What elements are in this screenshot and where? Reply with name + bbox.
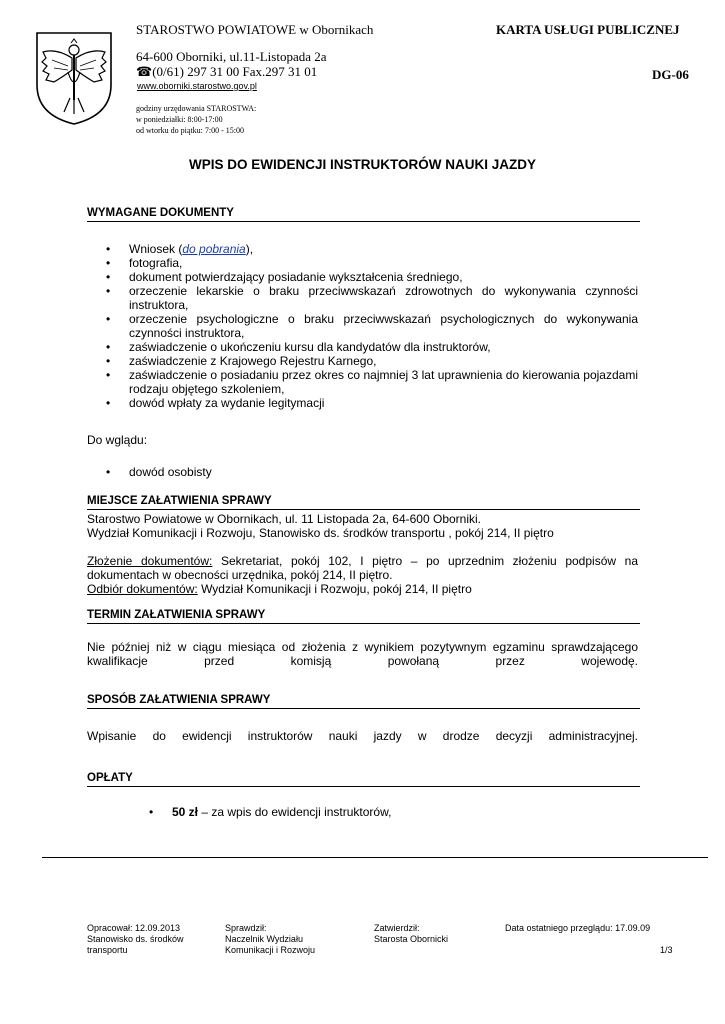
card-title: KARTA USŁUGI PUBLICZNEJ bbox=[496, 22, 680, 37]
footer-line: Komunikacji i Rozwoju bbox=[225, 945, 316, 955]
footer-approved bbox=[374, 923, 448, 945]
phone-icon: ☎ bbox=[136, 64, 153, 79]
footer-line: Starosta Obornicki bbox=[374, 934, 449, 944]
section-heading-place: MIEJSCE ZAŁATWIENIA SPRAWY bbox=[87, 495, 640, 510]
office-hours-line: od wtorku do piątku: 7:00 - 15:00 bbox=[136, 126, 244, 135]
list-item bbox=[130, 805, 638, 819]
submission-text: Sekretariat, pokój 102, I piętro – po uprzednim złożeniu podpisów na dokumentach w obecności urzędnika, pokój 214, II piętro. bbox=[87, 554, 638, 582]
footer-line: Opracował: 12.09.2013 bbox=[87, 923, 181, 933]
page-title: WPIS DO EWIDENCJI INSTRUKTORÓW NAUKI JAZDY bbox=[188, 157, 536, 172]
deadline-text: Nie później niż w ciągu miesiąca od złożenia z wynikiem pozytywnym egzaminu sprawdzającego kwalifikacje przed komisją powołaną przez wojewodę. bbox=[87, 640, 638, 668]
fee-description: – za wpis do ewidencji instruktorów, bbox=[198, 805, 392, 819]
section-heading-method: SPOSÓB ZAŁATWIENIA SPRAWY bbox=[87, 694, 640, 709]
list-item: • zaświadczenie o posiadaniu przez okres co najmniej 3 lat uprawnienia do kierowania pojazdami rodzaju objętego szkoleniem, bbox=[87, 368, 638, 396]
pickup-text: Wydział Komunikacji i Rozwoju, pokój 214, II piętro bbox=[197, 582, 472, 596]
place-line-2: Wydział Komunikacji i Rozwoju, Stanowisko ds. środków transportu , pokój 214, II piętro bbox=[87, 526, 554, 540]
inspection-list bbox=[87, 465, 638, 479]
footer-review-date: Data ostatniego przeglądu: 17.09.09 bbox=[505, 923, 651, 933]
method-text: Wpisanie do ewidencji instruktorów nauki jazdy w drodze decyzji administracyjnej. bbox=[87, 729, 638, 743]
fee-amount: 50 zł bbox=[172, 805, 199, 819]
list-item bbox=[87, 242, 638, 256]
footer-line: Sprawdził: bbox=[225, 923, 267, 933]
pickup-label: Odbiór dokumentów: bbox=[87, 582, 198, 596]
footer-line: Zatwierdził: bbox=[374, 923, 420, 933]
list-item-text: Wniosek ( bbox=[129, 242, 183, 256]
office-hours-line: w poniedziałki: 8:00-17:00 bbox=[136, 115, 223, 124]
section-heading-fees: OPŁATY bbox=[87, 772, 640, 787]
pickup-info bbox=[87, 582, 638, 596]
office-hours bbox=[136, 103, 256, 136]
footer-line: transportu bbox=[87, 945, 128, 955]
office-phone bbox=[136, 64, 317, 80]
list-item: • zaświadczenie o ukończeniu kursu dla kandydatów dla instruktorów, bbox=[87, 340, 638, 354]
inspection-label: Do wglądu: bbox=[87, 433, 148, 447]
required-documents-list bbox=[87, 242, 638, 410]
office-name: STAROSTWO POWIATOWE w Obornikach bbox=[136, 22, 374, 37]
office-hours-line: godziny urzędowania STAROSTWA: bbox=[136, 104, 257, 113]
footer-prepared bbox=[87, 923, 184, 956]
phone-number: (0/61) 297 31 00 Fax.297 31 01 bbox=[152, 64, 318, 79]
footer-line: Stanowisko ds. środków bbox=[87, 934, 184, 944]
coat-of-arms-icon bbox=[34, 30, 114, 127]
list-item: • zaświadczenie z Krajowego Rejestru Karnego, bbox=[87, 354, 638, 368]
download-link[interactable]: do pobrania bbox=[182, 242, 246, 256]
list-item: • dokument potwierdzający posiadanie wykształcenia średniego, bbox=[87, 270, 638, 284]
page-number: 1/3 bbox=[660, 945, 673, 955]
footer-checked bbox=[225, 923, 315, 956]
list-item: • dowód wpłaty za wydanie legitymacji bbox=[87, 396, 638, 410]
office-url-link[interactable]: www.oborniki.starostwo.gov.pl bbox=[137, 81, 257, 91]
list-item: • orzeczenie lekarskie o braku przeciwwskazań zdrowotnych do wykonywania czynności instruktora, bbox=[87, 284, 638, 312]
footer-line: Naczelnik Wydziału bbox=[225, 934, 303, 944]
place-line-1: Starostwo Powiatowe w Obornikach, ul. 11 Listopada 2a, 64-600 Oborniki. bbox=[87, 512, 481, 526]
submission-info bbox=[87, 554, 638, 582]
list-item-text: ), bbox=[245, 242, 254, 256]
document-code: DG-06 bbox=[652, 67, 689, 82]
submission-label: Złożenie dokumentów: bbox=[87, 554, 213, 568]
office-address: 64-600 Oborniki, ul.11-Listopada 2a bbox=[136, 49, 327, 64]
list-item: • orzeczenie psychologiczne o braku przeciwwskazań psychologicznych do wykonywania czynności instruktora, bbox=[87, 312, 638, 340]
footer-divider bbox=[42, 857, 708, 858]
list-item: • fotografia, bbox=[87, 256, 638, 270]
section-heading-required-documents: WYMAGANE DOKUMENTY bbox=[87, 207, 640, 222]
section-heading-deadline: TERMIN ZAŁATWIENIA SPRAWY bbox=[87, 609, 640, 624]
list-item: • dowód osobisty bbox=[87, 465, 638, 479]
fees-list bbox=[130, 805, 638, 819]
